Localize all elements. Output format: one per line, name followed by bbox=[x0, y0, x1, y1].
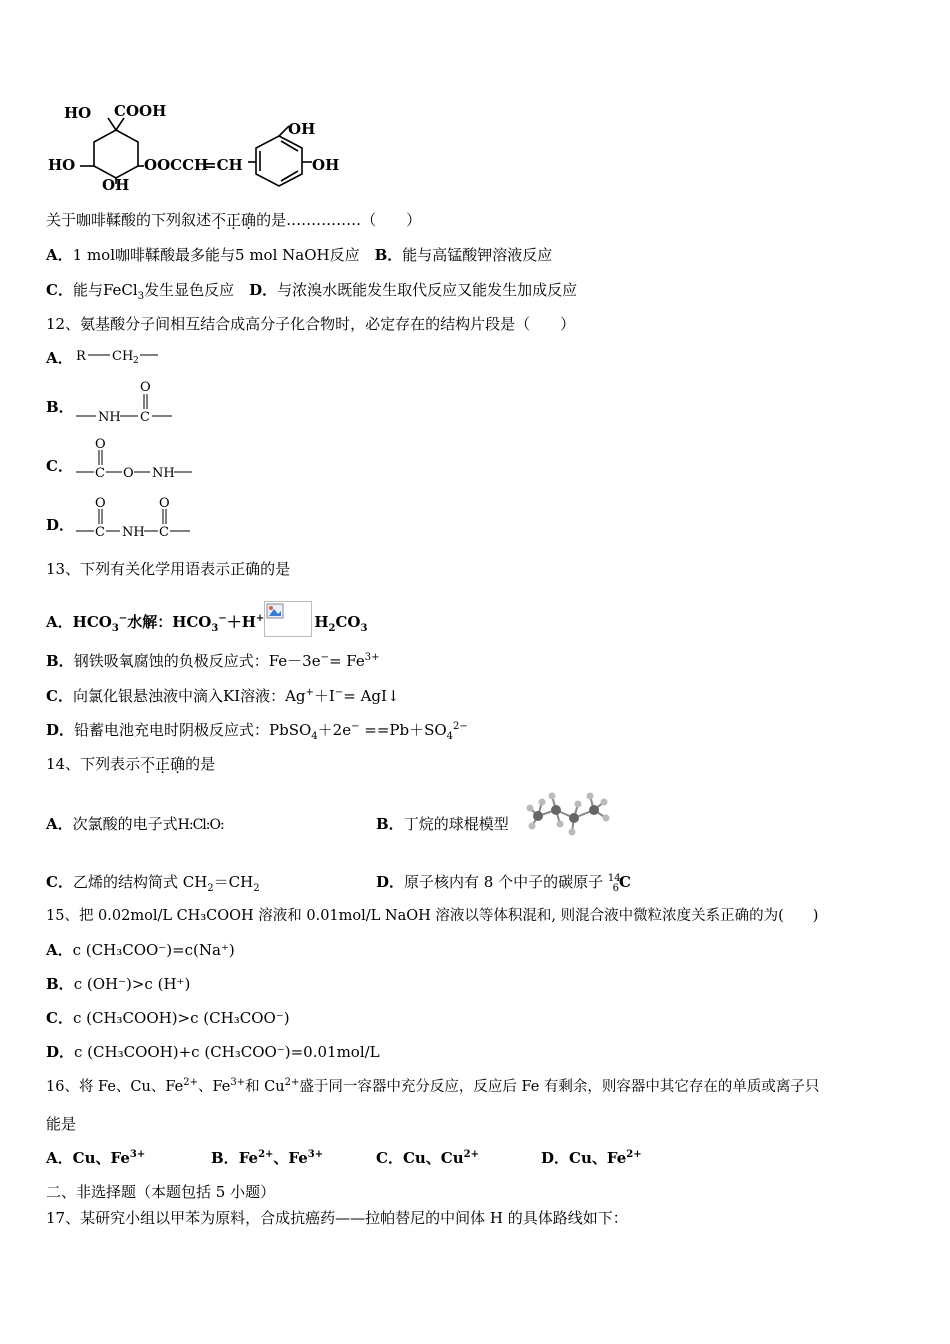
oh-label-right: OH bbox=[312, 156, 340, 174]
q13-option-d: D．铅蓄电池充电时阴极反应式：PbSO$_4$＋2e− $==Pb+SO_4^{2-}$ bbox=[46, 721, 468, 742]
q14-option-a: A．次氯酸的电子式H:Cl:O: bbox=[46, 815, 224, 833]
q12-stem: 12、氨基酸分子间相互结合成高分子化合物时，必定存在的结构片段是（ ） bbox=[46, 315, 576, 333]
q12-option-d-label: D． bbox=[46, 516, 75, 534]
q17-stem: 17、某研究小组以甲苯为原料，合成抗癌药——拉帕替尼的中间体 H 的具体路线如下： bbox=[46, 1209, 628, 1227]
svg-text:2: 2 bbox=[133, 356, 139, 366]
q12-fragment-d bbox=[72, 494, 202, 542]
q11-stem: 关于咖啡鞣酸的下列叙述不正确的是……………（ ） bbox=[46, 211, 422, 229]
svg-text:NH: NH bbox=[98, 410, 121, 425]
svg-text:C: C bbox=[95, 466, 105, 481]
oh-label-top: OH bbox=[288, 120, 316, 138]
svg-text:C: C bbox=[159, 525, 169, 540]
ho-label-2: HO bbox=[48, 156, 76, 174]
oh-label-bottom: OH bbox=[102, 176, 130, 194]
svg-text:R: R bbox=[76, 349, 86, 364]
q11-options-cd: C．能与FeCl$_3$发生显色反应 D．与浓溴水既能发生取代反应又能发生加成反应 bbox=[46, 281, 578, 302]
svg-text:O: O bbox=[123, 466, 134, 481]
q15-option-d: D．c (CH₃COOH)+c (CH₃COO⁻)=0.01mol/L bbox=[46, 1043, 380, 1061]
vinyl-label: =CH bbox=[204, 156, 243, 174]
q15-option-c: C．c (CH₃COOH)>c (CH₃COO⁻) bbox=[46, 1009, 290, 1027]
q16-option-b: B．$Fe^{2+}$、$Fe^{3+}$ bbox=[211, 1149, 324, 1167]
q16-option-d: D．Cu、$Fe^{2+}$ bbox=[541, 1149, 642, 1167]
svg-text:CH: CH bbox=[112, 349, 134, 364]
q12-fragment-b bbox=[72, 378, 192, 426]
svg-text:NH: NH bbox=[152, 466, 175, 481]
q14-option-b: B．丁烷的球棍模型 bbox=[376, 815, 509, 833]
broken-image-icon bbox=[264, 601, 312, 637]
q15-option-a: A．c (CH₃COO⁻)=c(Na⁺) bbox=[46, 941, 235, 959]
ester-label: OOCCH bbox=[144, 156, 209, 174]
q16-stem-line2: 能是 bbox=[46, 1115, 77, 1133]
q13-stem: 13、下列有关化学用语表示正确的是 bbox=[46, 560, 291, 578]
q13-option-b: B．钢铁吸氧腐蚀的负极反应式：$Fe-3e^-= Fe^{3+}$ bbox=[46, 652, 380, 670]
butane-ball-stick-model bbox=[524, 788, 614, 842]
q16-option-a: A．Cu、$Fe^{3+}$ bbox=[46, 1149, 146, 1167]
svg-text:O: O bbox=[95, 437, 106, 452]
q14-option-c: C．乙烯的结构简式 $CH_2=CH_2$ bbox=[46, 873, 260, 894]
caffeoylquinic-structure bbox=[44, 96, 354, 196]
q13-option-c: C．向氯化银悬浊液中滴入KI溶液：Ag+＋I−= AgI↓ bbox=[46, 687, 400, 705]
cooh-label: COOH bbox=[114, 102, 167, 120]
svg-text:C: C bbox=[140, 410, 150, 425]
svg-text:C: C bbox=[95, 525, 105, 540]
ho-label-1: HO bbox=[64, 104, 92, 122]
q12-fragment-a bbox=[72, 344, 192, 368]
q12-fragment-c bbox=[72, 436, 202, 484]
q15-stem: 15、把 0.02mol/L CH₃COOH 溶液和 0.01mol/L NaOH 溶液以等体积混和, 则混合液中微粒浓度关系正确的为( ) bbox=[46, 908, 819, 924]
q15-option-b: B．c (OH⁻)>c (H⁺) bbox=[46, 975, 191, 993]
q13-option-a: A．$HCO_3^-$水解：$HCO_3^-+H^+$ $H_2CO_3$ bbox=[46, 605, 367, 641]
svg-text:O: O bbox=[159, 496, 170, 511]
hclo-electron-formula: H:Cl:O: bbox=[177, 817, 224, 833]
svg-text:O: O bbox=[95, 496, 106, 511]
q16-option-c: C．Cu、$Cu^{2+}$ bbox=[376, 1149, 479, 1167]
svg-text:NH: NH bbox=[122, 525, 145, 540]
q16-stem-line1: 16、将 Fe、Cu、$Fe^{2+}$、$Fe^{3+}$和 $Cu^{2+}$盛于同一容器中充分反应，反应后 Fe 有剩余，则容器中其它存在的单质或离子只 bbox=[46, 1077, 820, 1095]
q12-option-c-label: C． bbox=[46, 457, 73, 475]
svg-text:O: O bbox=[140, 380, 151, 395]
q12-option-a-label: A． bbox=[46, 349, 73, 367]
section2-heading: 二、非选择题（本题包括 5 小题） bbox=[46, 1183, 276, 1201]
q12-option-b-label: B． bbox=[46, 398, 74, 416]
q14-stem: 14、下列表示不正确的是 bbox=[46, 755, 216, 773]
q11-options-ab: A．1 mol咖啡鞣酸最多能与5 mol NaOH反应 B．能与高锰酸钾溶液反应 bbox=[46, 246, 553, 264]
q14-option-d: D．原子核内有 8 个中子的碳原子 $^{14}_6$C bbox=[376, 873, 631, 894]
